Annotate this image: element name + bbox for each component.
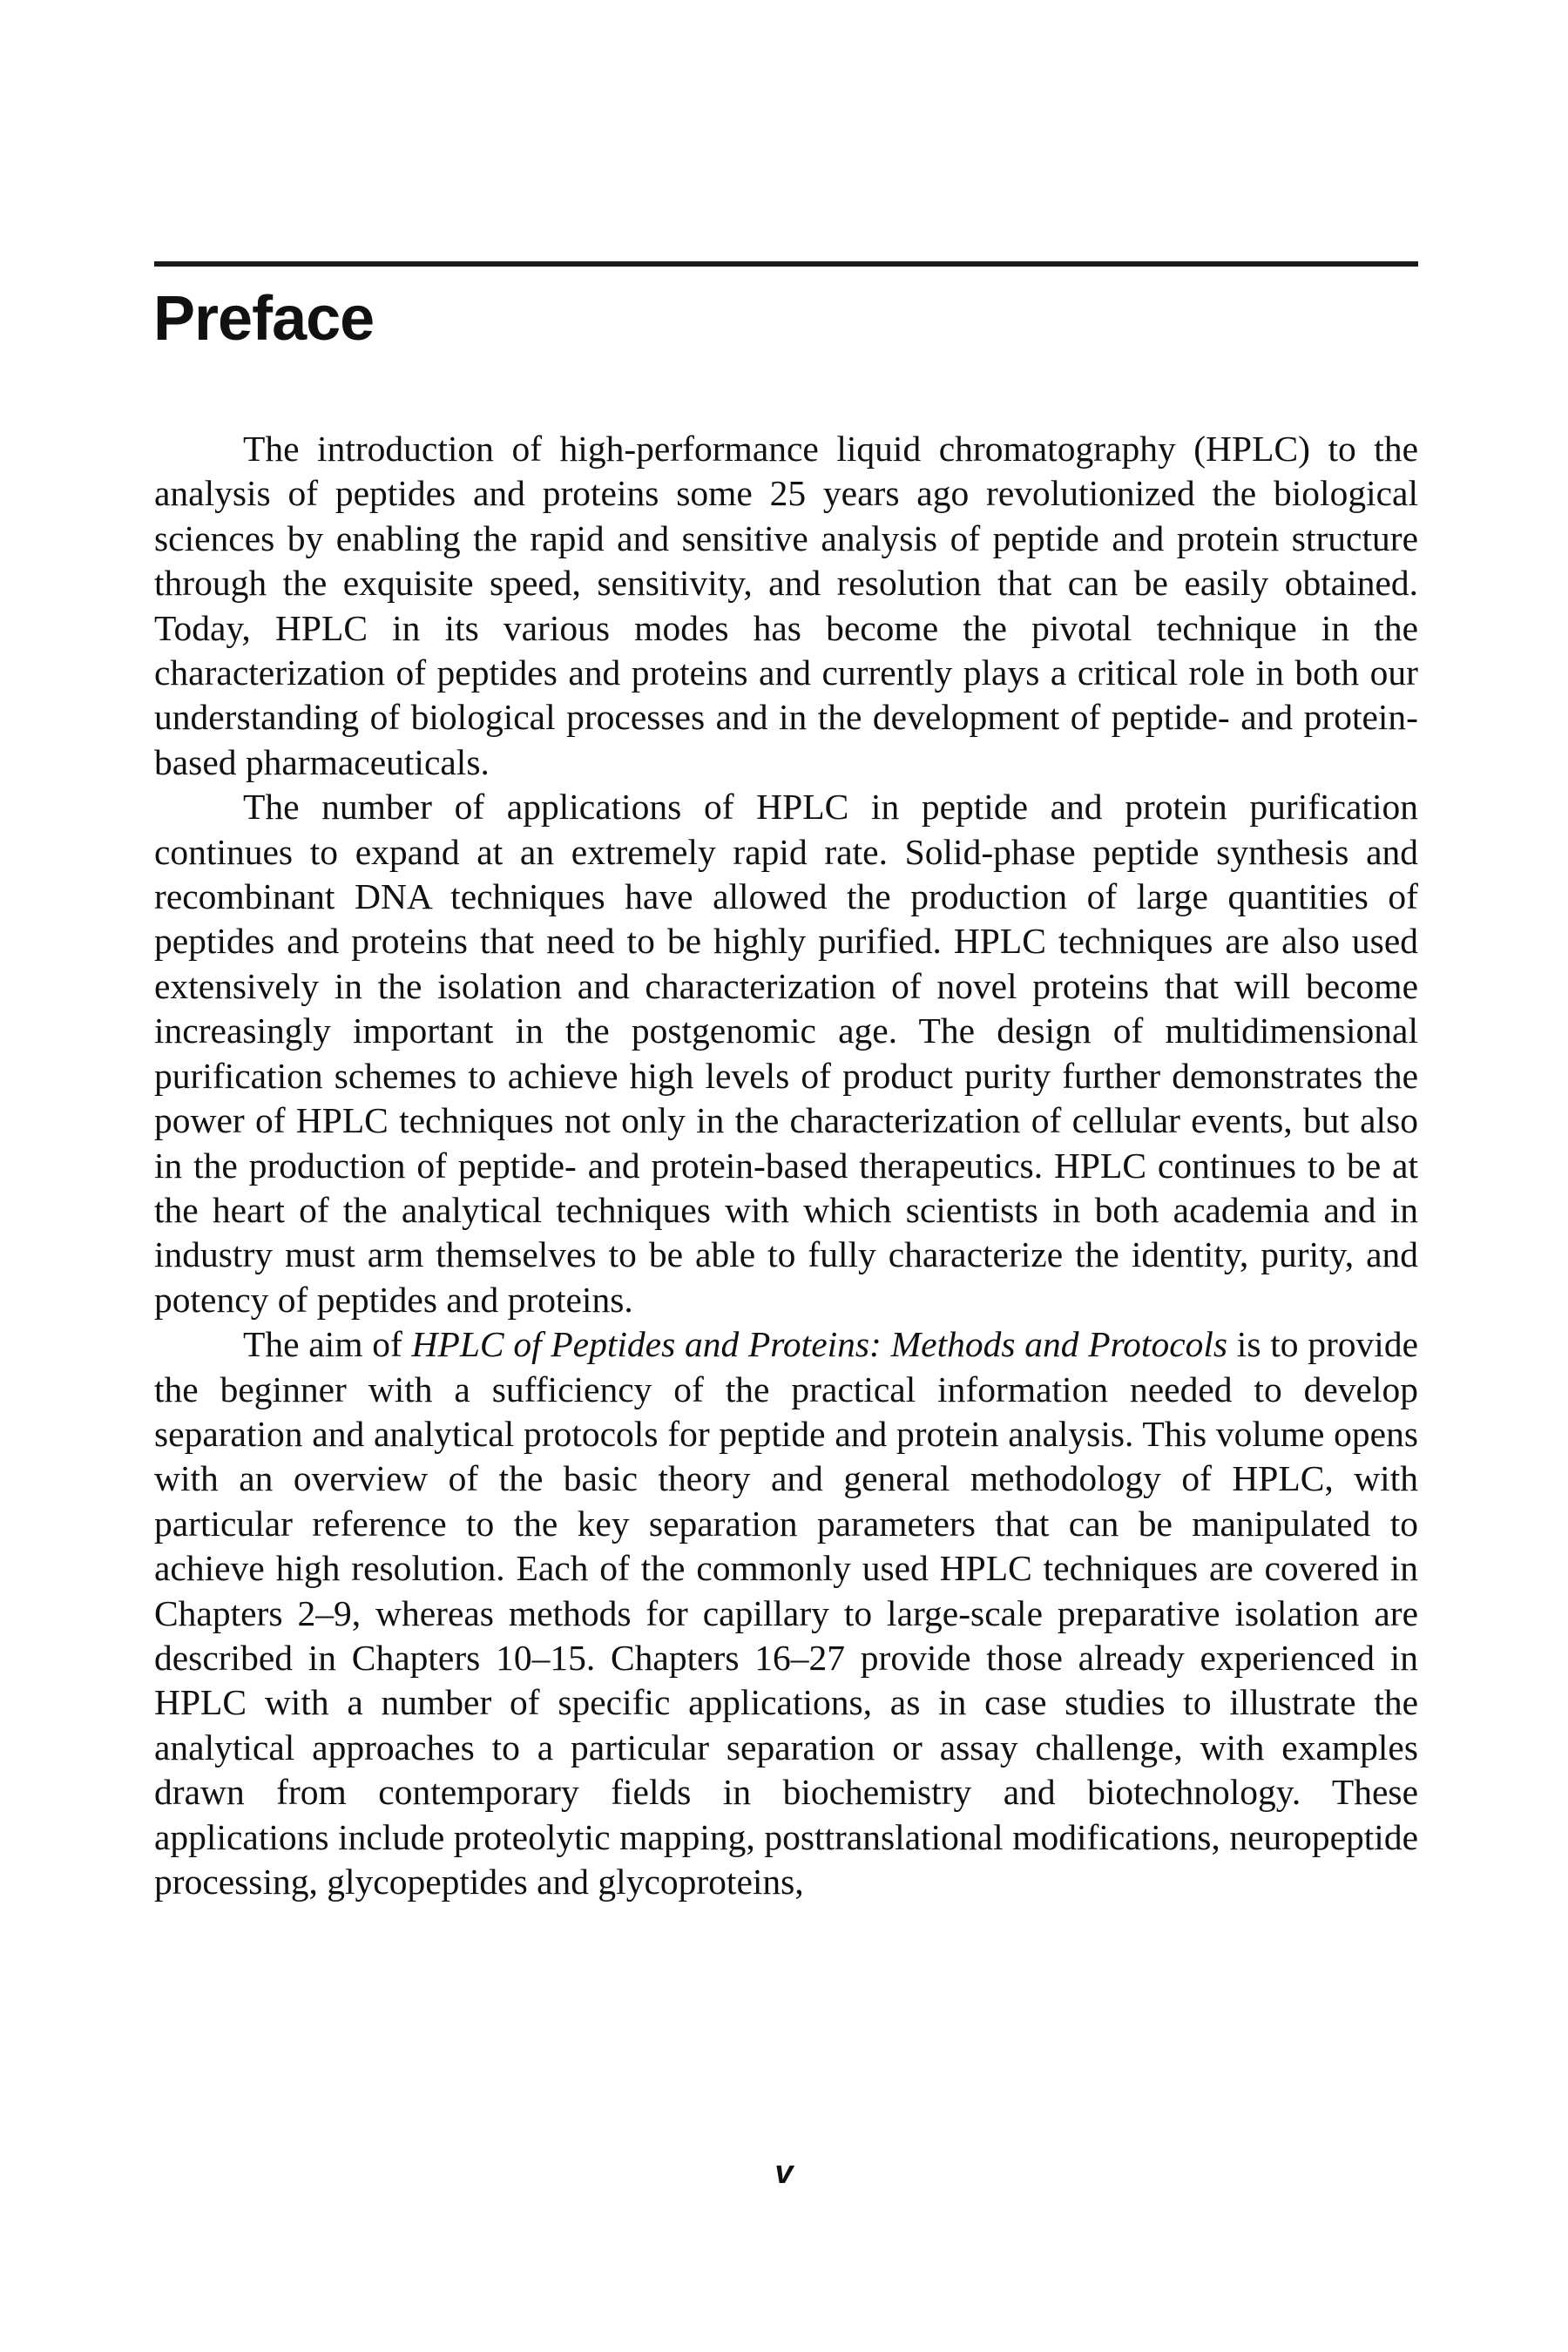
paragraph: The introduction of high-performance liquid chromatography (HPLC) to the analysis of peptides and proteins some 25 years ago revolutionized the biological sciences by enabling the rapid and sensitive analysis of peptide and protein structure through the exquisite speed, sensitivity, and resolution that can be easily obtained. Today, HPLC in its various modes has become the pivotal technique in the characterization of peptides and proteins and currently plays a critical role in both our understanding of biological processes and in the development of peptide- and protein-based pharmaceuticals. [154,429,1418,782]
page-title: Preface [153,284,375,354]
paragraph: The number of applications of HPLC in peptide and protein purification continues to expand at an extremely rapid rate. Solid-phase peptide synthesis and recombinant DNA techniques have allowed the production of large quantities of peptides and proteins that need to be highly purified. HPLC techniques are also used extensively in the isolation and characterization of novel proteins that will become increasingly important in the postgenomic age. The design of multidimensional purification schemes to achieve high levels of product purity further demonstrates the power of HPLC techniques not only in the characterization of cellular events, but also in the production of peptide- and protein-based therapeutics. HPLC continues to be at the heart of the analytical techniques with which scientists in both academia and in industry must arm themselves to be able to fully characterize the identity, purity, and potency of peptides and proteins. [154,787,1418,1320]
paragraph [154,1322,1418,1904]
book-title: HPLC of Peptides and Proteins: Methods and Protocols [411,1324,1228,1365]
heading-rule [154,261,1418,267]
preface-body [154,427,1418,1904]
paragraph-lead: The aim of [243,1324,412,1365]
page-number: v [774,2154,794,2191]
paragraph-rest: is to provide the beginner with a sufficiency of the practical information needed to develop separation and analytical protocols for peptide and protein analysis. This volume opens with an overview of the basic theory and general methodology of HPLC, with particular reference to the key separation parameters that can be manipulated to achieve high resolution. Each of the commonly used HPLC techniques are covered in Chapters 2–9, whereas methods for capillary to large-scale preparative isolation are described in Chapters 10–15. Chapters 16–27 provide those already experienced in HPLC with a number of specific applications, as in case studies to illustrate the analytical approaches to a particular separation or assay challenge, with examples drawn from contemporary fields in biochemistry and biotechnology. These applications include proteolytic mapping, posttranslational modifications, neuropeptide processing, glycopeptides and glycoproteins, [154,1324,1418,1902]
